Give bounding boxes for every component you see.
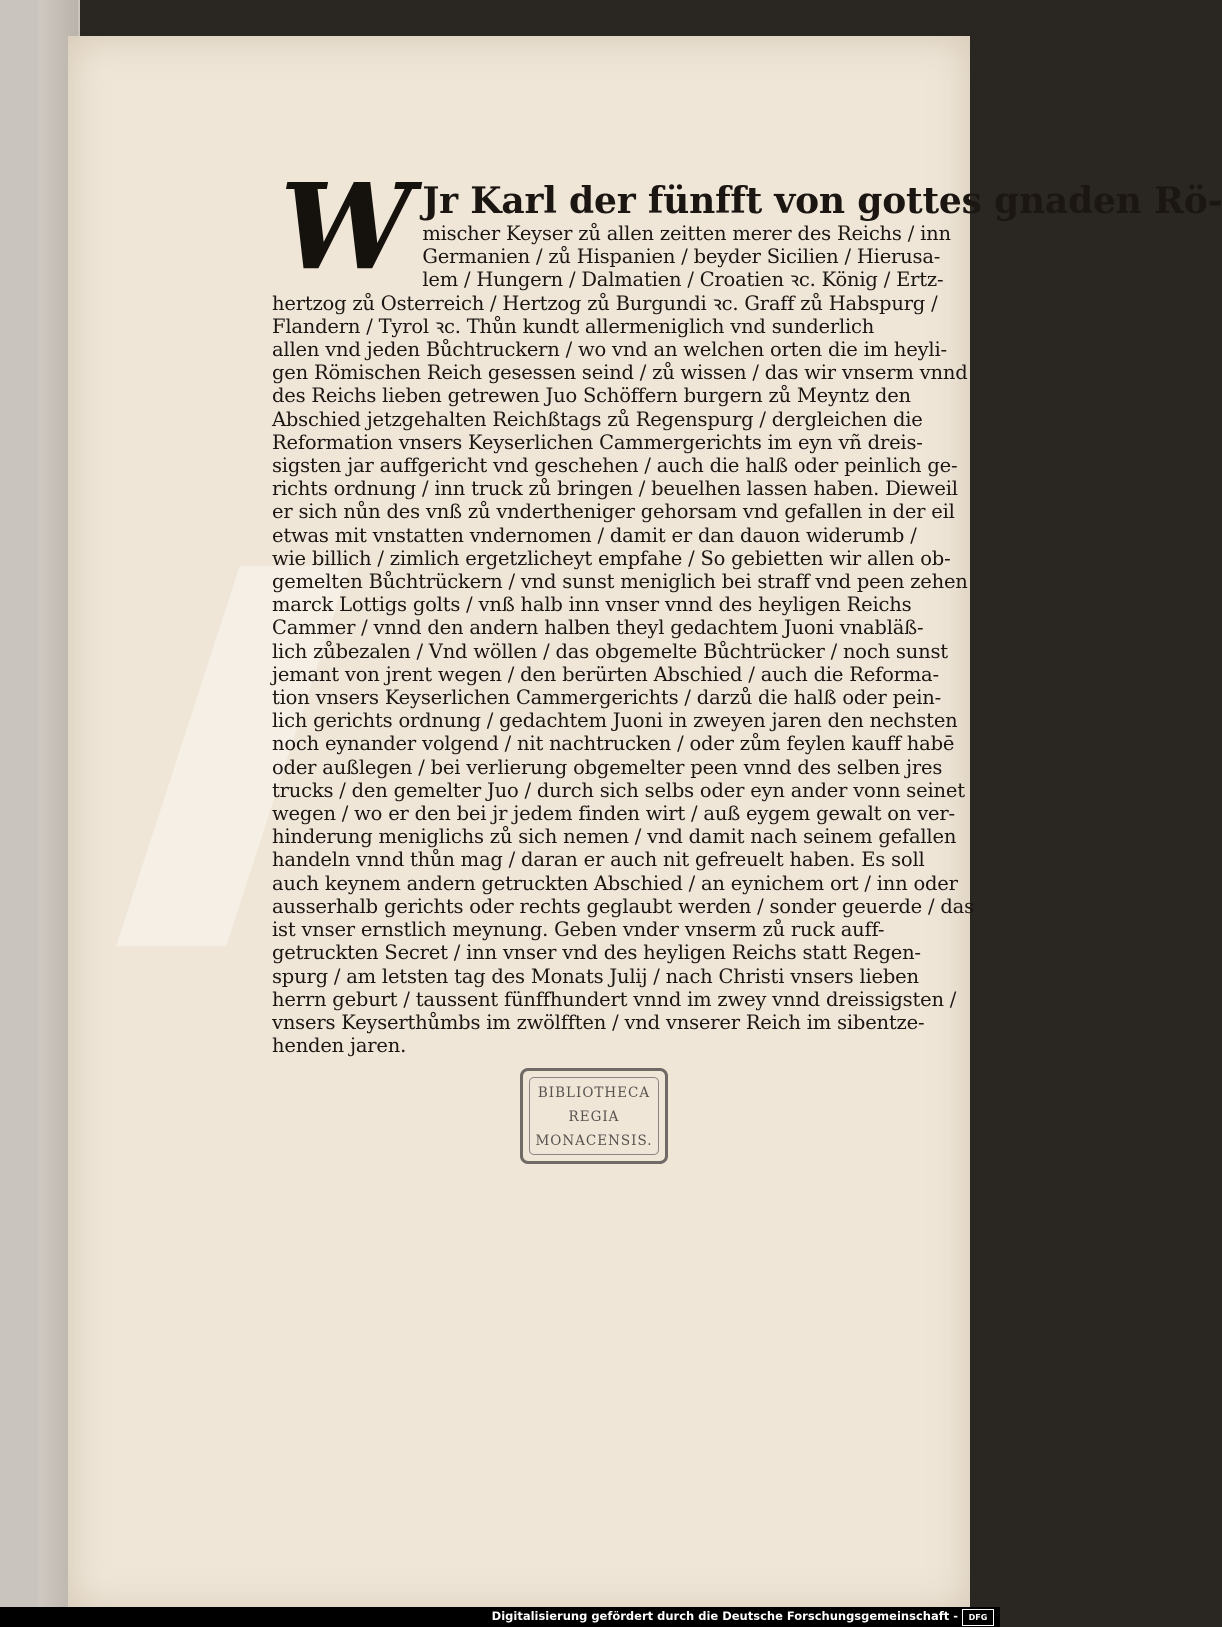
stamp-border	[529, 1077, 659, 1155]
text-line: etwas mit vnstatten vndernomen / damit er dan dauon widerumb /	[272, 523, 917, 547]
text-line: trucks / den gemelter Juo / durch sich selbs oder eyn ander vonn seinet	[272, 778, 965, 802]
text-line: allen vnd jeden Bůchtruckern / wo vnd an welchen orten die im heyli-	[272, 338, 947, 362]
text-line: Germanien / zů Hispanien / beyder Sicilien / Hierusa-	[422, 245, 941, 269]
text-line: ist vnser ernstlich meynung. Geben vnder vnserm zů ruck auff-	[272, 918, 885, 942]
dfg-logo: DFG	[962, 1609, 994, 1626]
text-line: oder außlegen / bei verlierung obgemelter peen vnnd des selben jres	[272, 755, 943, 779]
text-line: des Reichs lieben getrewen Juo Schöffern burgern zů Meyntz den	[272, 384, 911, 408]
text-line: lem / Hungern / Dalmatien / Croatien ꝛc. König / Ertz-	[422, 268, 944, 292]
text-line: Flandern / Tyrol ꝛc. Thůn kundt allermeniglich vnd sunderlich	[272, 314, 875, 338]
text-line: sigsten jar auffgericht vnd geschehen / auch die halß oder peinlich ge-	[272, 454, 958, 478]
text-line: gemelten Bůchtrückern / vnd sunst meniglich bei straff vnd peen zehen	[272, 570, 968, 594]
text-line: vnsers Keyserthůmbs im zwölfften / vnd vnserer Reich im sibentze-	[272, 1010, 925, 1034]
text-line: noch eynander volgend / nit nachtrucken / oder zům feylen kauff habē	[272, 732, 955, 756]
text-line: ausserhalb gerichts oder rechts geglaubt werden / sonder geuerde / das	[272, 894, 974, 918]
text-line: henden jaren.	[272, 1034, 407, 1058]
text-line: auch keynem andern getruckten Abschied / an eynichem ort / inn oder	[272, 871, 958, 895]
stamp-line-3: MONACENSIS.	[535, 1133, 653, 1149]
footer-credit: Digitalisierung gefördert durch die Deutsche Forschungsgemeinschaft -	[491, 1609, 958, 1623]
text-lines	[272, 222, 974, 1058]
text-line: gen Römischen Reich gesessen seind / zů wissen / das wir vnserm vnnd	[272, 361, 968, 385]
text-line: Reformation vnsers Keyserlichen Cammergerichts im eyn vñ dreis-	[272, 430, 923, 454]
text-line: herrn geburt / taussent fünffhundert vnnd im zwey vnnd dreissigsten /	[272, 987, 957, 1011]
text-line: hinderung meniglichs zů sich nemen / vnd damit nach seinem gefallen	[272, 825, 957, 849]
text-line: wie billich / zimlich ergetzlicheyt empfahe / So gebietten wir allen ob-	[272, 546, 951, 570]
text-line: lich zůbezalen / Vnd wöllen / das obgemelte Bůchtrücker / noch sunst	[272, 639, 948, 663]
text-line: Abschied jetzgehalten Reichßtags zů Regenspurg / dergleichen die	[272, 407, 923, 431]
text-line: handeln vnnd thůn mag / daran er auch nit gefreuelt haben. Es soll	[272, 848, 925, 872]
text-line: jemant von jrent wegen / den berürten Abschied / auch die Reforma-	[272, 662, 939, 686]
text-line: spurg / am letsten tag des Monats Julij / nach Christi vnsers lieben	[272, 964, 919, 988]
document-text	[272, 157, 1222, 1058]
footer-bar	[0, 1607, 1000, 1627]
text-line: richts ordnung / inn truck zů bringen / beuelhen lassen haben. Dieweil	[272, 477, 958, 501]
text-line: er sich nůn des vnß zů vndertheniger gehorsam vnd gefallen in der eil	[272, 500, 955, 524]
drop-cap-initial: W	[280, 157, 413, 296]
stamp-line-1: BIBLIOTHECA	[537, 1085, 651, 1101]
text-line: Cammer / vnnd den andern halben theyl gedachtem Juoni vnabläß-	[272, 616, 924, 640]
text-line: hertzog zů Osterreich / Hertzog zů Burgundi ꝛc. Graff zů Habspurg /	[272, 291, 938, 315]
text-line: tion vnsers Keyserlichen Cammergerichts / darzů die halß oder pein-	[272, 686, 942, 710]
stamp-line-2: REGIA	[568, 1109, 620, 1125]
text-line: marck Lottigs golts / vnß halb inn vnser vnnd des heyligen Reichs	[272, 593, 912, 617]
text-line: mischer Keyser zů allen zeitten merer des Reichs / inn	[422, 222, 951, 245]
text-line: getruckten Secret / inn vnser vnd des heyligen Reichs statt Regen-	[272, 941, 921, 965]
text-line: lich gerichts ordnung / gedachtem Juoni in zweyen jaren den nechsten	[272, 709, 958, 733]
library-stamp	[520, 1068, 668, 1164]
text-line: wegen / wo er den bei jr jedem finden wirt / auß eygem gewalt on ver-	[272, 802, 955, 826]
opening-line: Jr Karl der fünfft von gottes gnaden Rö-	[422, 180, 1222, 222]
